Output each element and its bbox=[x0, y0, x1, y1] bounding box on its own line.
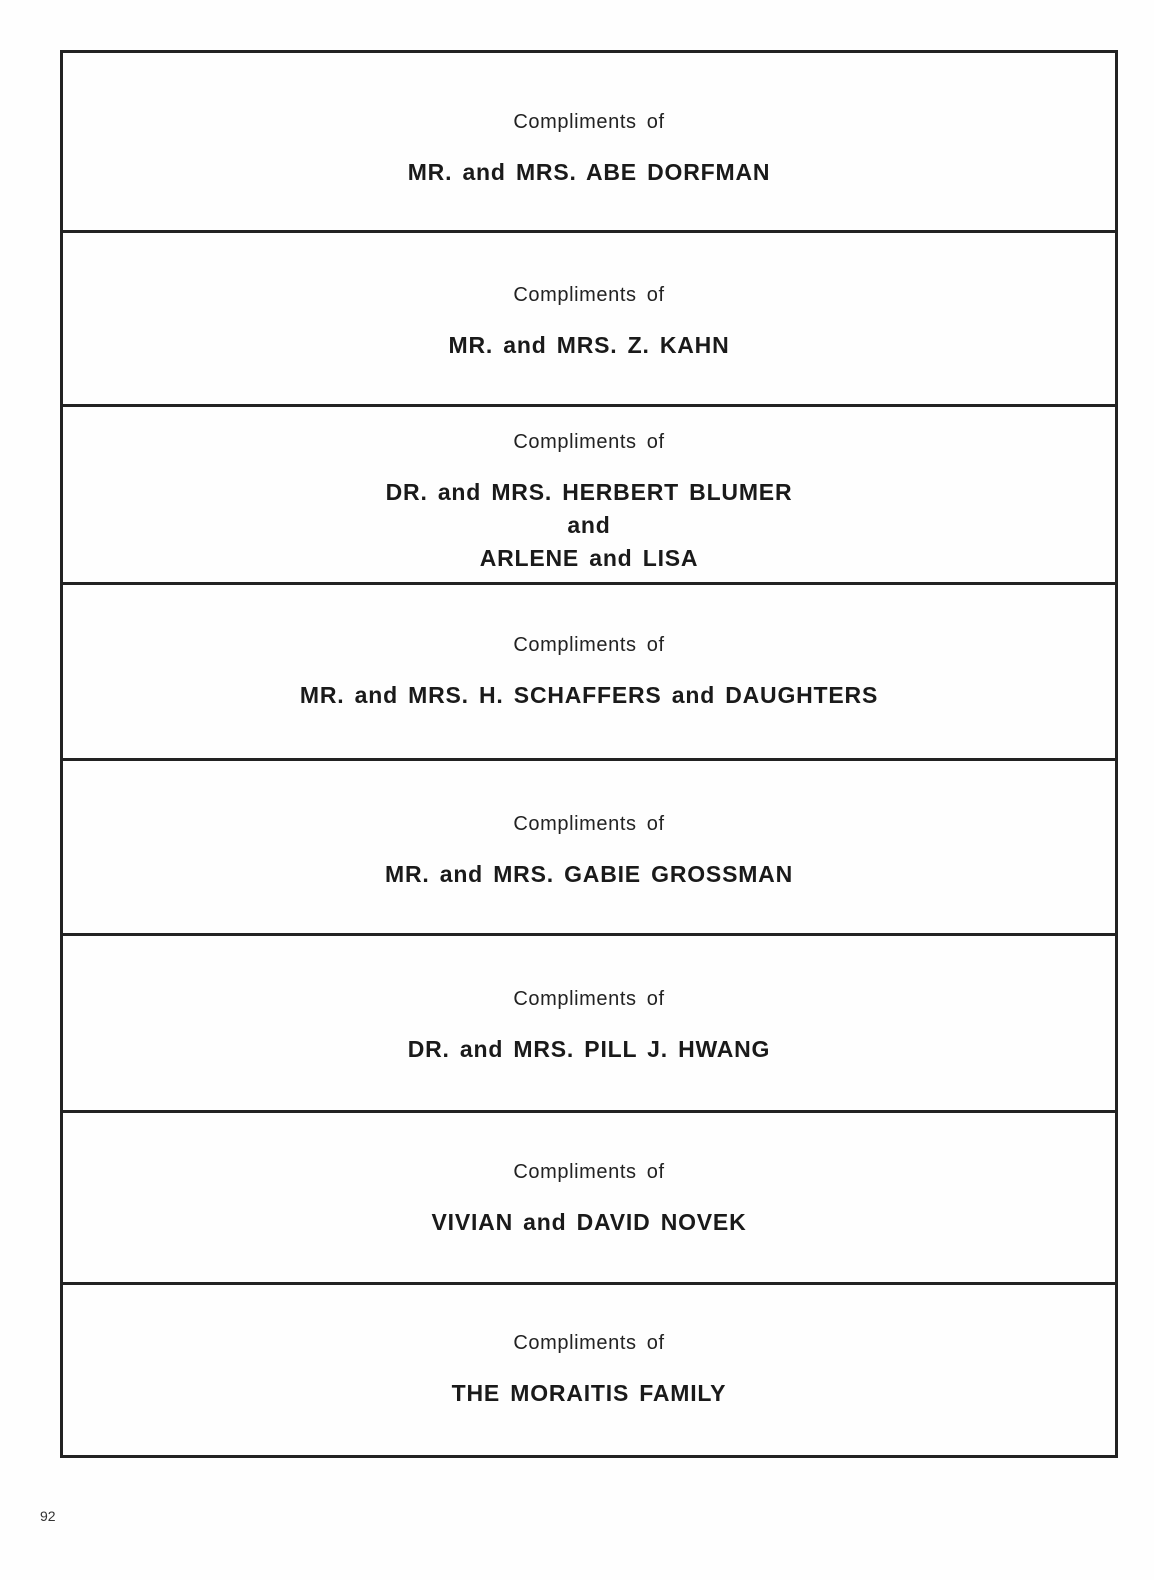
compliments-text: Compliments of bbox=[513, 1161, 665, 1183]
advertisement-box bbox=[63, 407, 1115, 585]
advertisement-box bbox=[63, 53, 1115, 233]
advertisement-box bbox=[63, 585, 1115, 761]
advertisement-box bbox=[63, 1285, 1115, 1455]
advertisement-stack bbox=[60, 50, 1118, 1458]
sponsor-name: THE MORAITIS FAMILY bbox=[451, 1380, 727, 1406]
advertisement-box bbox=[63, 761, 1115, 936]
compliments-text: Compliments of bbox=[513, 284, 665, 306]
sponsor-name: DR. and MRS. PILL J. HWANG bbox=[407, 1036, 771, 1062]
sponsor-name: MR. and MRS. GABIE GROSSMAN bbox=[384, 861, 793, 887]
compliments-text: Compliments of bbox=[513, 634, 665, 656]
sponsor-name-and: and bbox=[567, 512, 611, 538]
advertisement-box bbox=[63, 936, 1115, 1113]
sponsor-name-continued: ARLENE and LISA bbox=[479, 545, 699, 571]
compliments-text: Compliments of bbox=[513, 111, 665, 133]
compliments-text: Compliments of bbox=[513, 431, 665, 453]
advertisement-box bbox=[63, 233, 1115, 407]
sponsor-name: MR. and MRS. Z. KAHN bbox=[448, 332, 730, 358]
sponsor-name: MR. and MRS. H. SCHAFFERS and DAUGHTERS bbox=[299, 682, 879, 708]
compliments-text: Compliments of bbox=[513, 813, 665, 835]
page-number: 92 bbox=[40, 1508, 56, 1524]
sponsor-name: MR. and MRS. ABE DORFMAN bbox=[407, 159, 771, 185]
advertisement-box bbox=[63, 1113, 1115, 1285]
sponsor-name: VIVIAN and DAVID NOVEK bbox=[431, 1209, 747, 1235]
sponsor-name: DR. and MRS. HERBERT BLUMER bbox=[385, 479, 793, 505]
compliments-text: Compliments of bbox=[513, 988, 665, 1010]
compliments-text: Compliments of bbox=[513, 1332, 665, 1354]
